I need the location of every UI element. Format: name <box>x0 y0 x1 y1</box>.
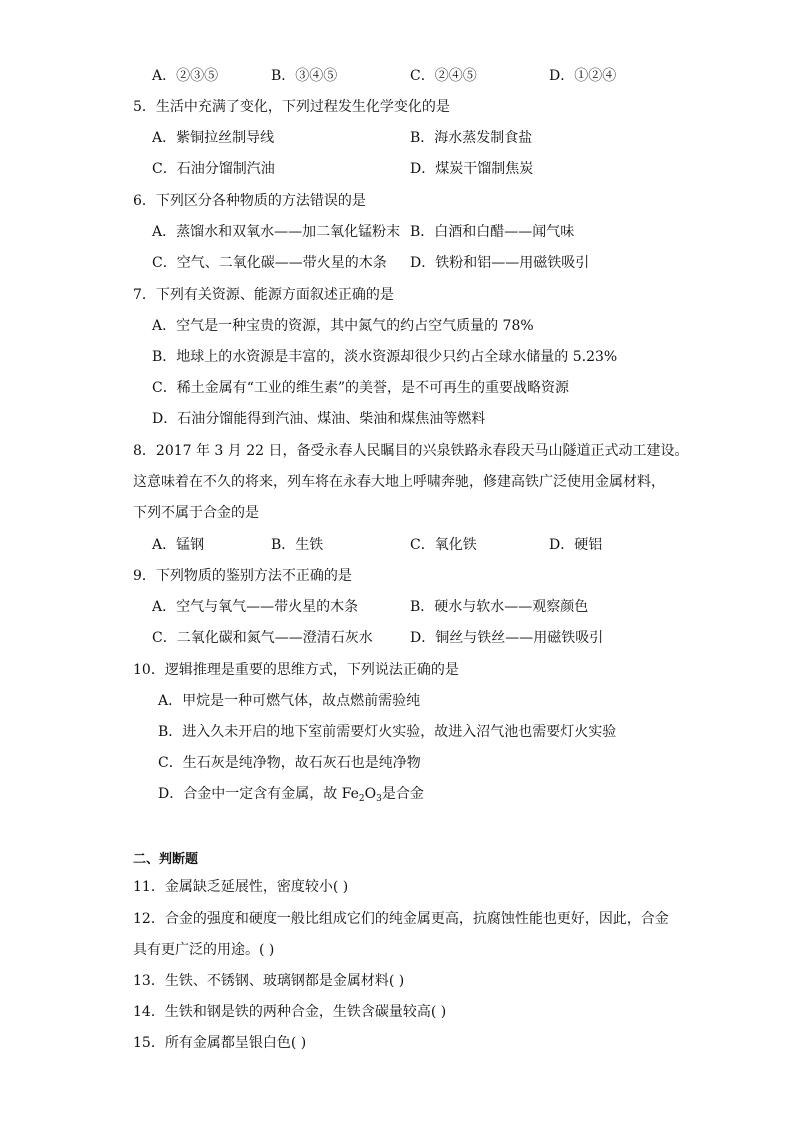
q10-option-d <box>158 784 424 809</box>
q5-option-d: D．煤炭干馏制焦炭 <box>410 161 534 177</box>
q6-option-a: A．蒸馏水和双氧水——加二氧化锰粉末 <box>152 224 401 240</box>
q8-option-c: C．氧化铁 <box>410 537 477 553</box>
q7-option-c: C．稀土金属有“工业的维生素”的美誉，是不可再生的重要战略资源 <box>152 380 570 396</box>
q8-option-d: D．硬铝 <box>549 537 603 553</box>
section2-title: 二、判断题 <box>133 852 199 867</box>
q5-option-c: C．石油分馏制汽油 <box>152 161 275 177</box>
q12-line1: 12．合金的强度和硬度一般比组成它们的纯金属更高，抗腐蚀性能也更好，因此，合金 <box>133 911 669 927</box>
q4-option-c: C．②④⑤ <box>410 68 477 84</box>
q6-option-d: D．铁粉和铝——用磁铁吸引 <box>410 255 590 271</box>
q6-option-b: B．白酒和白醋——闻气味 <box>410 224 575 240</box>
q4-option-d: D．①②④ <box>549 68 617 84</box>
q14: 14．生铁和钢是铁的两种合金，生铁含碳量较高( ) <box>133 1004 447 1020</box>
q8-option-b: B．生铁 <box>271 537 324 553</box>
q6-stem: 6．下列区分各种物质的方法错误的是 <box>133 193 366 209</box>
q5-option-b: B．海水蒸发制食盐 <box>410 130 533 146</box>
q5-stem: 5．生活中充满了变化，下列过程发生化学变化的是 <box>133 99 450 115</box>
q8-option-a: A．锰钢 <box>152 537 205 553</box>
q7-option-d: D．石油分馏能得到汽油、煤油、柴油和煤焦油等燃料 <box>152 411 486 427</box>
q8-stem-line1: 8．2017 年 3 月 22 日，备受永春人民瞩目的兴泉铁路永春段天马山隧道正式动工建设。 <box>133 443 689 459</box>
q5-option-a: A．紫铜拉丝制导线 <box>152 130 275 146</box>
q15: 15．所有金属都呈银白色( ) <box>133 1035 307 1051</box>
q8-stem-line2: 这意味着在不久的将来，列车将在永春大地上呼啸奔驰，修建高铁广泛使用金属材料， <box>133 474 665 490</box>
q8-stem-line3: 下列不属于合金的是 <box>133 505 259 521</box>
q10-stem: 10．逻辑推理是重要的思维方式，下列说法正确的是 <box>133 662 459 678</box>
q7-option-a: A．空气是一种宝贵的资源，其中氮气的约占空气质量的 78% <box>152 318 534 334</box>
q10-option-d-sub2: 3 <box>376 794 382 804</box>
q10-option-d-suffix: 是合金 <box>381 786 424 802</box>
q7-option-b: B．地球上的水资源是丰富的，淡水资源却很少只约占全球水储量的 5.23% <box>152 349 618 365</box>
q10-option-a: A．甲烷是一种可燃气体，故点燃前需验纯 <box>158 693 421 709</box>
q9-option-d: D．铜丝与铁丝——用磁铁吸引 <box>410 630 604 646</box>
q10-option-d-prefix: D．合金中一定含有金属，故 Fe <box>158 786 359 802</box>
q11: 11．金属缺乏延展性，密度较小( ) <box>133 879 349 895</box>
q7-stem: 7．下列有关资源、能源方面叙述正确的是 <box>133 287 394 303</box>
q13: 13．生铁、不锈钢、玻璃钢都是金属材料( ) <box>133 973 405 989</box>
q4-option-a: A．②③⑤ <box>152 68 219 84</box>
q10-option-c: C．生石灰是纯净物，故石灰石也是纯净物 <box>158 755 421 771</box>
q6-option-c: C．空气、二氧化碳——带火星的木条 <box>152 255 387 271</box>
q4-option-b: B．③④⑤ <box>271 68 338 84</box>
q9-option-c: C．二氧化碳和氮气——澄清石灰水 <box>152 630 373 646</box>
q9-option-a: A．空气与氧气——带火星的木条 <box>152 599 359 615</box>
q12-line2: 具有更广泛的用途。( ) <box>133 942 275 958</box>
q10-option-b: B．进入久未开启的地下室前需要灯火实验，故进入沼气池也需要灯火实验 <box>158 724 617 740</box>
q10-option-d-mid: O <box>364 786 377 802</box>
q9-stem: 9．下列物质的鉴别方法不正确的是 <box>133 568 352 584</box>
q10-option-d-sub1: 2 <box>358 794 365 804</box>
q9-option-b: B．硬水与软水——观察颜色 <box>410 599 589 615</box>
